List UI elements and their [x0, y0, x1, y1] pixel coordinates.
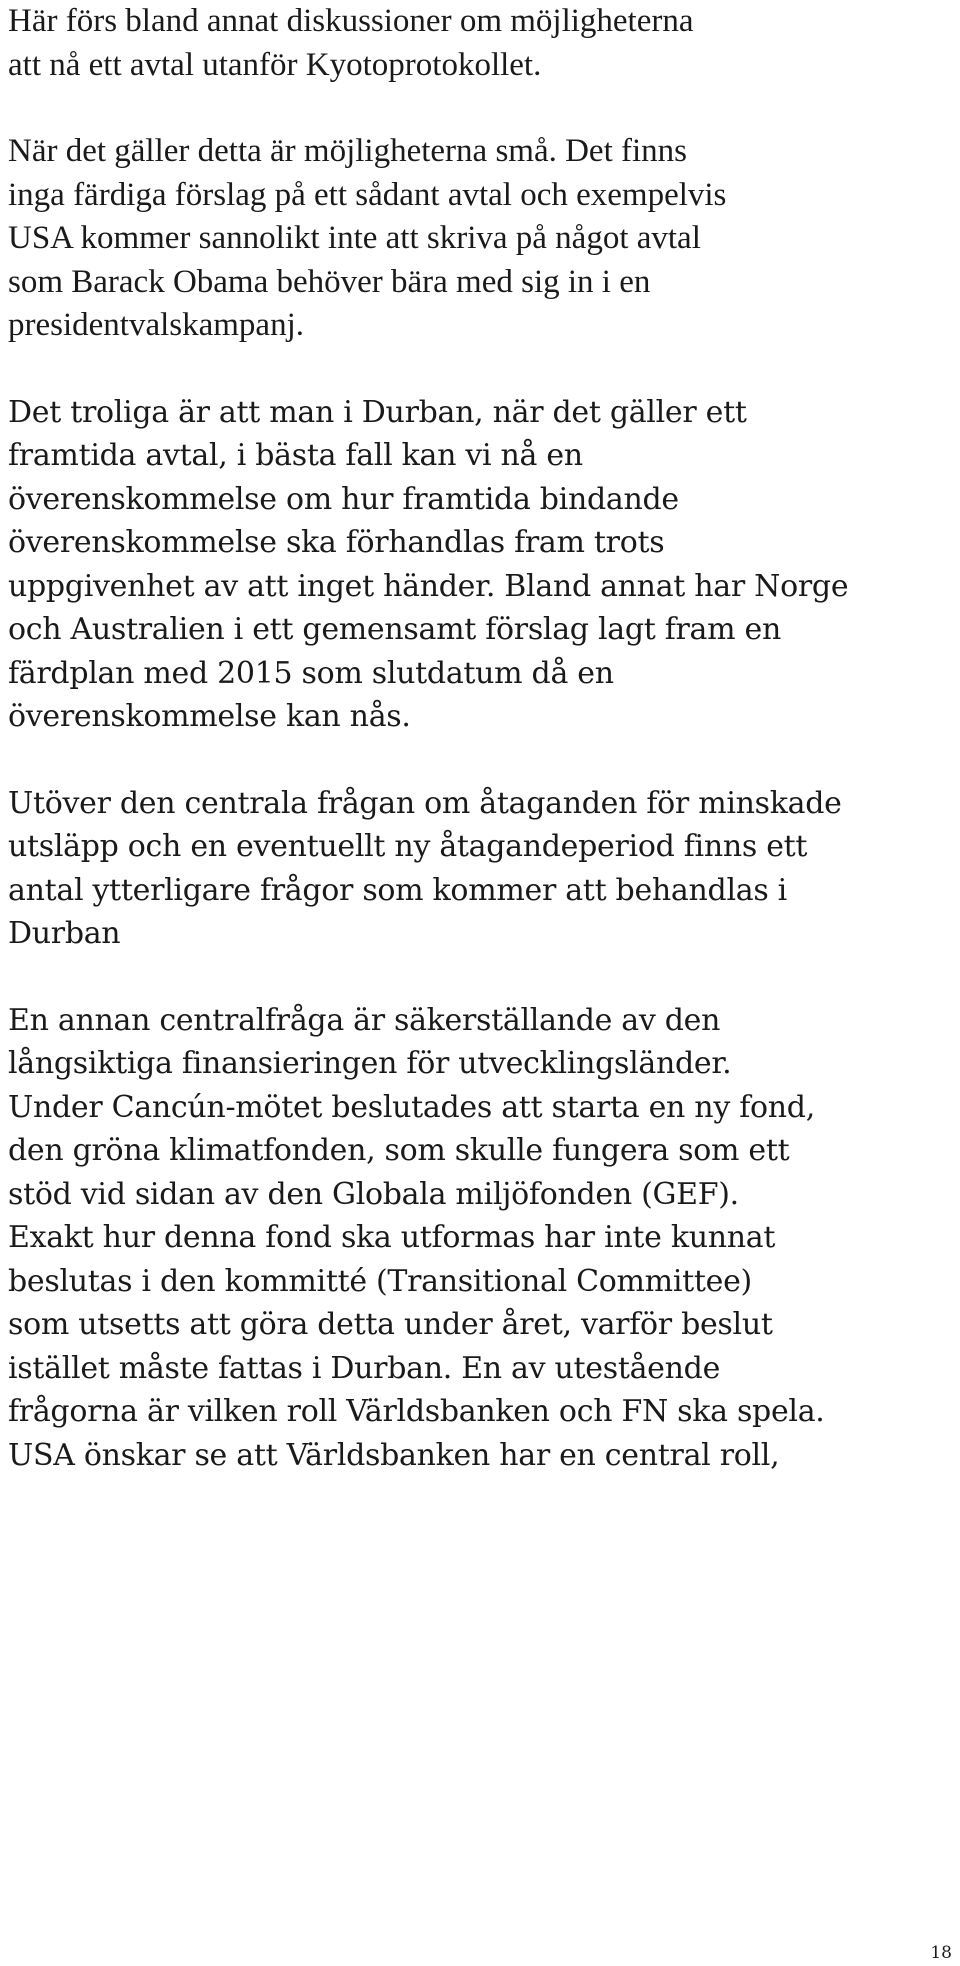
paragraph-climate-finance: En annan centralfråga är säkerställande av den långsiktiga finansieringen för utvecklingsländer. Under Cancún-mötet beslutades att starta en ny fond, den gröna klimatfonden, som skulle fungera som ett stöd vid sidan av den Globala miljöfonden (GEF). Exakt hur denna fond ska utformas har inte kunnat beslutas i den kommitté (Transitional Committee) som utsetts att göra detta under året, varför beslut istället måste fattas i Durban. En av utestående frågorna är vilken roll Världsbanken och FN ska spela. USA önskar se att Världsbanken har en central roll, [8, 1002, 825, 1473]
paragraph-obama-agreement: När det gäller detta är möjligheterna små. Det finns inga färdiga förslag på ett sådant avtal och exempelvis USA kommer sannolikt inte att skriva på något avtal som Barack Obama behöver bära med sig in i en presidentvalskampanj. [8, 133, 727, 343]
paragraph-durban-outcome: Det troliga är att man i Durban, när det gäller ett framtida avtal, i bästa fall kan vi nå en överenskommelse om hur framtida bindande överenskommelse ska förhandlas fram trots uppgivenhet av att inget händer. Bland annat har Norge och Australien i ett gemensamt förslag lagt fram en färdplan med 2015 som slutdatum då en överenskommelse kan nås. [8, 394, 849, 734]
page-number: 18 [930, 1943, 952, 1963]
paragraph-kyoto-alternatives: Här förs bland annat diskussioner om möjligheterna att nå ett avtal utanför Kyotoprotokollet. [8, 3, 694, 83]
document-body [8, 0, 953, 1477]
paragraph-other-issues: Utöver den centrala frågan om åtaganden för minskade utsläpp och en eventuellt ny åtagandeperiod finns ett antal ytterligare frågor som kommer att behandlas i Durban [8, 785, 842, 951]
